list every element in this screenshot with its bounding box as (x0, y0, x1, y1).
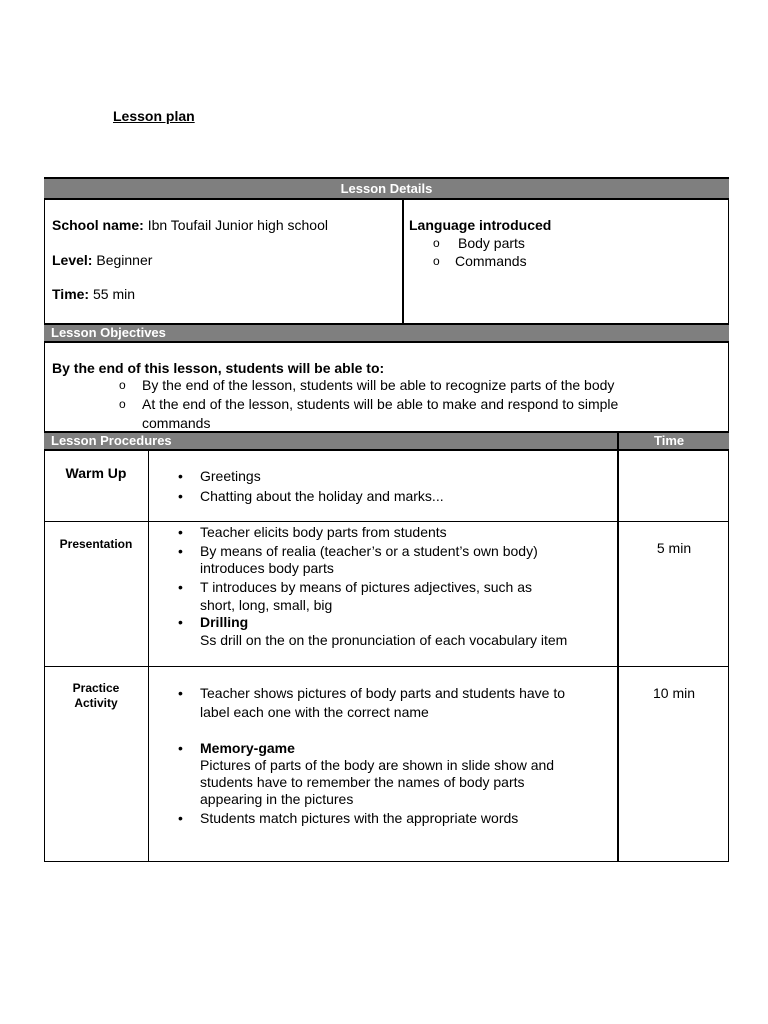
bullet-icon: o (119, 397, 126, 411)
page-title: Lesson plan (113, 108, 195, 124)
lesson-procedures-title: Lesson Procedures (51, 433, 172, 448)
presentation-line: By means of realia (teacher’s or a student’s own body) (200, 543, 538, 559)
practice-line: label each one with the correct name (200, 704, 429, 720)
bullet-icon: • (178, 488, 183, 504)
presentation-line: Ss drill on the on the pronunciation of each vocabulary item (200, 632, 568, 648)
presentation-line: Teacher elicits body parts from students (200, 524, 447, 540)
practice-line: appearing in the pictures (200, 791, 354, 807)
bullet-icon: • (178, 579, 183, 595)
bullet-icon: o (119, 378, 126, 392)
presentation-line: short, long, small, big (200, 597, 333, 613)
warmup-label: Warm Up (65, 465, 127, 481)
bullet-icon: • (178, 468, 183, 484)
drilling-heading: Drilling (200, 614, 249, 630)
practice-line: Pictures of parts of the body are shown in slide show and (200, 757, 555, 773)
language-item: Commands (455, 253, 527, 269)
practice-line: Students match pictures with the appropriate words (200, 810, 519, 826)
presentation-label: Presentation (59, 537, 133, 551)
level: Level: Beginner (52, 252, 153, 268)
details-divider (402, 200, 404, 324)
presentation-line: T introduces by means of pictures adjectives, such as (200, 579, 533, 595)
lesson-details-header (44, 177, 729, 200)
lesson-procedures-header (44, 431, 729, 451)
presentation-time: 5 min (656, 540, 692, 556)
bullet-icon: • (178, 810, 183, 826)
practice-line: Teacher shows pictures of body parts and students have to (200, 685, 565, 701)
warmup-item: Chatting about the holiday and marks... (200, 488, 444, 504)
language-item: Body parts (458, 235, 525, 251)
time: Time: 55 min (52, 286, 136, 302)
school-name: School name: Ibn Toufail Junior high school (52, 217, 328, 233)
row-divider (44, 666, 729, 667)
objective-item: At the end of the lesson, students will be able to make and respond to simple (142, 396, 619, 412)
bullet-icon: • (178, 685, 183, 701)
practice-time: 10 min (652, 685, 696, 701)
time-column-divider (617, 431, 619, 862)
label-column-divider (148, 451, 149, 862)
lesson-details-title: Lesson Details (340, 181, 433, 196)
bullet-icon: • (178, 740, 183, 756)
language-introduced-title: Language introduced (409, 217, 552, 233)
practice-label-line2: Activity (74, 696, 118, 710)
bullet-icon: o (433, 236, 440, 250)
bullet-icon: • (178, 543, 183, 559)
bullet-icon: o (433, 254, 440, 268)
lesson-objectives-title: Lesson Objectives (51, 325, 166, 340)
objective-item: By the end of the lesson, students will be able to recognize parts of the body (142, 377, 615, 393)
bullet-icon: • (178, 524, 183, 540)
practice-label-line1: Practice (72, 681, 120, 695)
time-column-title: Time (654, 433, 685, 448)
presentation-line: introduces body parts (200, 560, 334, 576)
objectives-intro: By the end of this lesson, students will be able to: (52, 360, 385, 376)
warmup-item: Greetings (200, 468, 261, 484)
objective-item-cont: commands (142, 415, 211, 431)
practice-line: students have to remember the names of body parts (200, 774, 525, 790)
lesson-objectives-header (44, 323, 729, 343)
memory-game-heading: Memory-game (200, 740, 295, 756)
row-divider (44, 521, 729, 522)
bullet-icon: • (178, 614, 183, 630)
